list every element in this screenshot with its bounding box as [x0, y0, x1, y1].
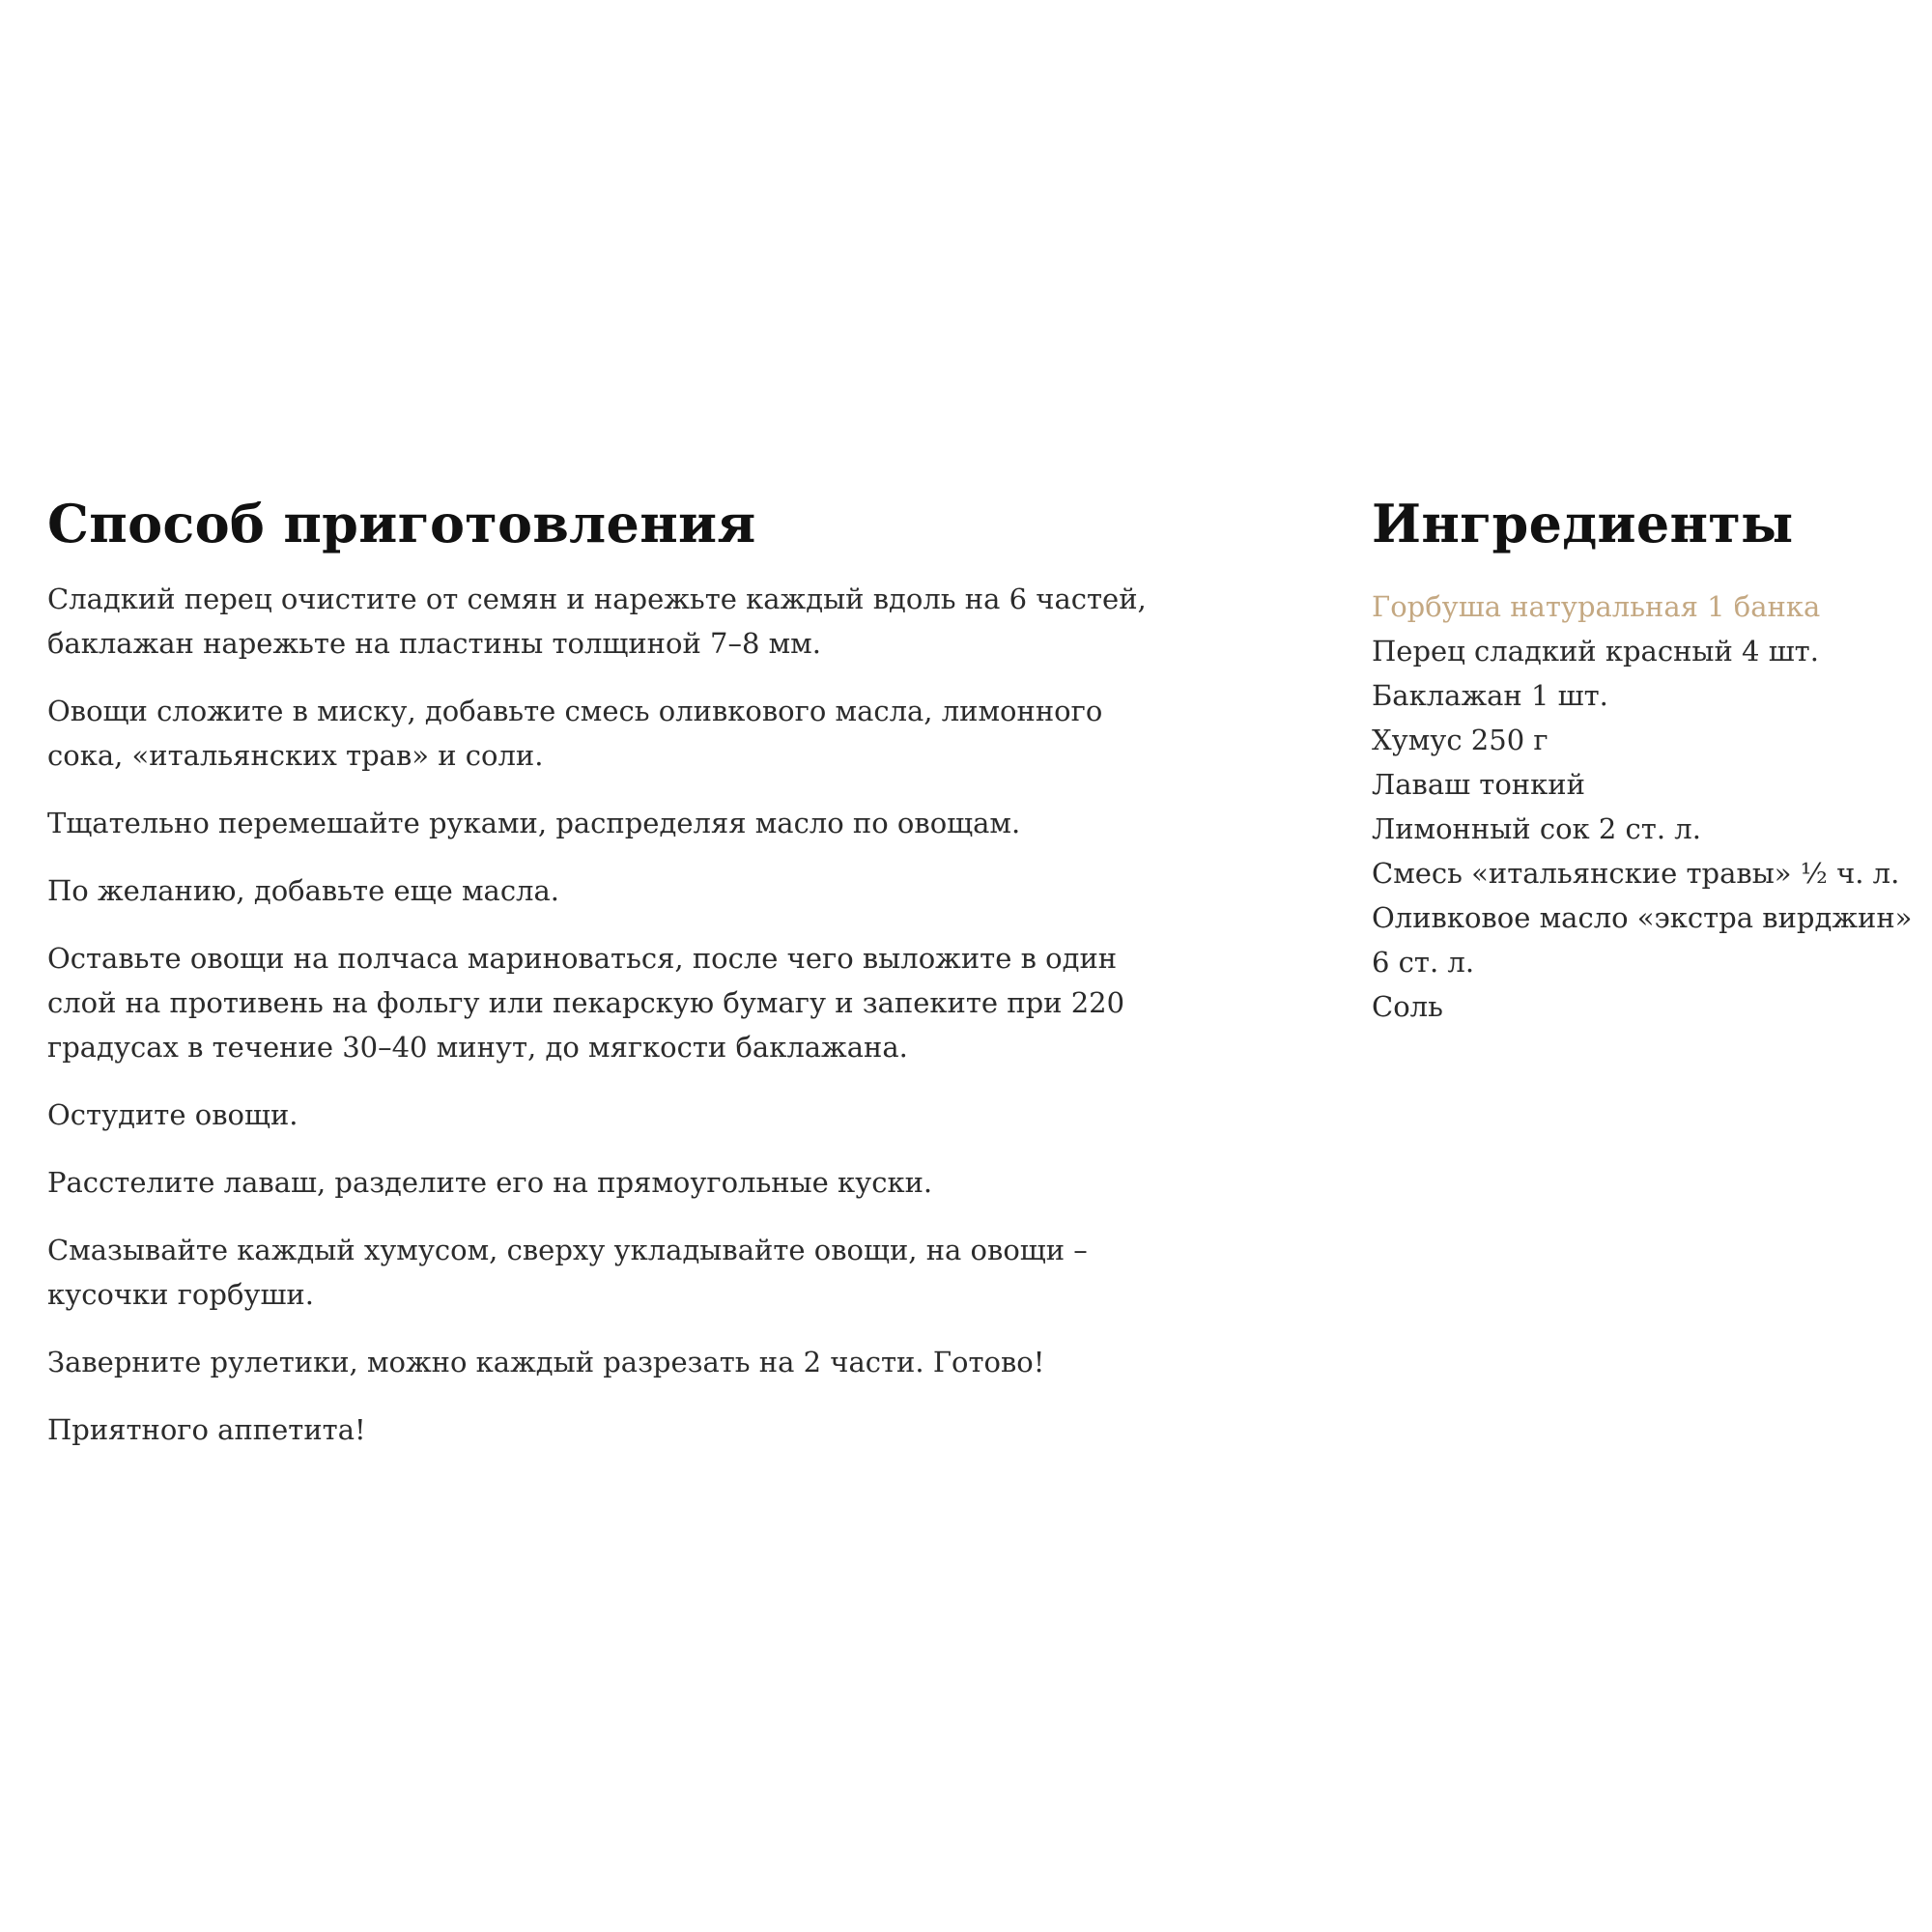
- method-step: Приятного аппетита!: [47, 1413, 366, 1446]
- ingredients-section: [1372, 488, 1913, 1029]
- ingredient-item: Лимонный сок 2 ст. л.: [1372, 812, 1701, 845]
- method-section: [47, 488, 1149, 1475]
- method-step: Тщательно перемешайте руками, распределяя масло по овощам.: [47, 807, 1021, 839]
- ingredients-title: Ингредиенты: [1372, 493, 1794, 554]
- ingredient-item: Лаваш тонкий: [1372, 768, 1585, 801]
- ingredient-item: Баклажан 1 шт.: [1372, 679, 1608, 712]
- ingredient-item: Смесь «итальянские травы» ½ ч. л.: [1372, 857, 1900, 890]
- method-step: Овощи сложите в миску, добавьте смесь оливкового масла, лимонного сока, «итальянских трав» и соли.: [47, 695, 1103, 772]
- method-step: Оставьте овощи на полчаса мариноваться, после чего выложите в один слой на противень на фольгу или пекарскую бумагу и запеките при 220 градусах в течение 30–40 минут, до мягкости баклажана.: [47, 942, 1125, 1064]
- method-step: Смазывайте каждый хумусом, сверху укладывайте овощи, на овощи – кусочки горбуши.: [47, 1234, 1088, 1311]
- method-step: Расстелите лаваш, разделите его на прямоугольные куски.: [47, 1166, 933, 1199]
- method-step: Остудите овощи.: [47, 1098, 298, 1131]
- method-steps: [47, 577, 1149, 1452]
- method-step: Сладкий перец очистите от семян и нарежьте каждый вдоль на 6 частей, баклажан нарежьте на пластины толщиной 7–8 мм.: [47, 582, 1147, 660]
- ingredient-item: Хумус 250 г: [1372, 724, 1548, 756]
- method-step: Заверните рулетики, можно каждый разрезать на 2 части. Готово!: [47, 1346, 1045, 1378]
- ingredient-item: Оливковое масло «экстра вирджин» 6 ст. л.: [1372, 901, 1913, 979]
- ingredients-list: [1372, 577, 1913, 1029]
- method-step: По желанию, добавьте еще масла.: [47, 874, 559, 907]
- ingredient-item: Перец сладкий красный 4 шт.: [1372, 635, 1819, 668]
- ingredient-item-link[interactable]: Горбуша натуральная 1 банка: [1372, 590, 1821, 623]
- ingredient-item: Соль: [1372, 990, 1443, 1023]
- method-title: Способ приготовления: [47, 493, 756, 554]
